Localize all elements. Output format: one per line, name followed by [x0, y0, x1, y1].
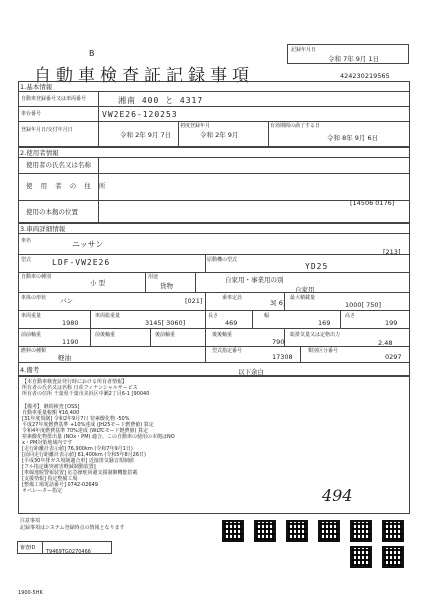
caution-text: 記録事項はシステム登録時点の情報となります: [20, 525, 125, 531]
length-value: 469: [225, 319, 238, 327]
type-approval-value: 17308: [272, 353, 293, 361]
purpose-value: 自家用: [295, 286, 315, 294]
inspection-id-label: 審査ID: [20, 545, 36, 551]
body-code: [021]: [185, 297, 203, 305]
model-label: 型式: [21, 257, 32, 263]
front-axle-value: 1190: [62, 338, 79, 346]
maker-value: ニッサン: [72, 240, 104, 249]
first-reg-label: 登録年月日/交付年月日: [21, 127, 73, 133]
qr-code-icon: [350, 520, 372, 542]
note-line: 【備考】 継続検査 [OSS]: [22, 404, 80, 410]
user-code: [14506 0176]: [350, 199, 395, 207]
use-value: 貨物: [160, 282, 173, 290]
record-date-label: 記録年月日: [291, 47, 317, 53]
kind-label: 自動車の種別: [21, 274, 52, 280]
form-code: 1900-5HK: [18, 590, 43, 596]
weight-label: 車両重量: [21, 313, 42, 319]
gross-weight-label: 車両総重量: [95, 313, 121, 319]
doc-number: 424230219565: [340, 72, 390, 80]
width-label: 幅: [264, 313, 270, 319]
qr-code-icon: [382, 546, 404, 568]
length-label: 長さ: [208, 313, 219, 319]
note-line: [支援情報] 指定整備工場: [22, 476, 78, 482]
width-value: 169: [318, 319, 331, 327]
reg-value: 湘南 400 と 4317: [118, 96, 204, 105]
note-line: 【本自動車検査証発行時における所有者情報】: [22, 379, 128, 385]
section3-heading: 3.車両詳細情報: [20, 225, 66, 233]
record-date-box: [287, 44, 409, 64]
use-label: 用途: [148, 274, 159, 280]
body-value: バン: [60, 297, 73, 305]
note-line: [平成30年排ガス規制適合車] 近接排気騒音規制値: [22, 458, 134, 464]
class-value: 0297: [385, 353, 402, 361]
capacity-label: 乗車定員: [222, 295, 243, 301]
max-load-value: 1000[ 750]: [345, 301, 382, 309]
user-address-label: 使 用 者 の 住 所: [26, 182, 109, 190]
engine-label: 原動機の型式: [207, 257, 238, 263]
maker-code: [213]: [383, 248, 401, 256]
reg-label: 自動車登録番号又は車両番号: [21, 96, 87, 102]
page-title: 自動車検査証記録事項: [34, 66, 254, 86]
qr-code-icon: [286, 520, 308, 542]
rear-front-axle-label: 後前軸重: [155, 332, 176, 338]
qr-code-icon: [222, 520, 244, 542]
fuel-value: 軽油: [58, 354, 71, 362]
note-line: 所有者の住所 千葉県千葉市美浜区中瀬2丁目6-1 [90040: [22, 391, 150, 397]
note-line: [走行距離計表示値] 76,900km (令和7年9月1日): [22, 446, 133, 452]
height-label: 高さ: [345, 313, 356, 319]
note-line: 自動車重量税額 ¥16,400: [22, 410, 80, 416]
note-line: [整備工場電話番号] 0742-02649: [22, 482, 98, 488]
note-line: 平成27年度燃費基準 +10%達成 (JH25モード燃費値) 算定: [22, 422, 154, 428]
height-value: 199: [385, 319, 398, 327]
note-line: [フル指定衝突被害軽減制動装置]: [22, 464, 96, 470]
section4-heading: 4.備考: [20, 366, 40, 374]
rear-rear-axle-value: 790: [272, 338, 285, 346]
note-line: 所有者の氏名又は名称 日産フィナンシャルサービス: [22, 385, 138, 391]
rear-rear-axle-label: 後後軸重: [212, 332, 233, 338]
caution-label: 注意事項: [20, 518, 41, 524]
section1-heading: 1.基本情報: [20, 83, 53, 91]
purpose-label: 自家用・事業用の別: [225, 276, 284, 284]
note-line: [車線逸脱警報装置] 応急操舵回避支援制御機能搭載: [22, 470, 138, 476]
model-value: LDF-VW2E26: [52, 258, 111, 267]
displacement-label: 総排気量又は定格出力: [290, 332, 341, 338]
body-label: 車体の形状: [21, 295, 47, 301]
record-date-value: 令和 7年 9月 1日: [328, 55, 380, 63]
first-year-value: 令和 2年 9月: [200, 131, 239, 139]
note-line: [31年度規制] 令和2年9月7日 窒素酸化物 -50%: [22, 416, 130, 422]
notes-list: [22, 379, 175, 494]
engine-value: YD25: [305, 262, 329, 271]
base-location-label: 使用の本拠の位置: [26, 208, 78, 216]
front-axle-label: 前前軸重: [21, 332, 42, 338]
vin-value: VW2E26-120253: [102, 110, 178, 119]
inspection-id-box: [17, 541, 112, 554]
front-rear-axle-label: 前後軸重: [95, 332, 116, 338]
blank-below-stamp: 以下余白: [238, 368, 264, 376]
max-load-label: 最大積載量: [290, 295, 316, 301]
capacity-value: 3[ 6]: [270, 299, 286, 307]
weight-value: 1980: [62, 319, 79, 327]
type-approval-label: 型式指定番号: [212, 348, 243, 354]
note-line: オペレーター指定: [22, 488, 63, 494]
note-line: 窒素酸化物排出量 (NOx・PM) 適合、この自動車の使用の本拠はNO: [22, 434, 175, 440]
qr-code-icon: [318, 520, 340, 542]
class-label: 類別区分番号: [308, 348, 339, 354]
expiry-value: 令和 8年 9月 6日: [327, 134, 379, 142]
first-year-label: 初度登録年月: [180, 123, 211, 129]
user-name-label: 使用者の氏名又は名称: [26, 161, 91, 169]
handwritten-number: 494: [322, 486, 353, 505]
qr-code-icon: [350, 546, 372, 568]
note-line: [前回走行距離計表示値] 61,400km (令和5年8月26日): [22, 452, 146, 458]
vin-label: 車台番号: [21, 111, 42, 117]
note-line: 令和4年度燃費基準 70%達成 (WLTCモード燃費値) 算定: [22, 428, 149, 434]
note-line: x・PM対策地域内です: [22, 440, 73, 446]
inspection-id-value: T9469TG0270466: [46, 549, 91, 555]
section2-heading: 2.使用者情報: [20, 149, 59, 157]
gross-weight-value: 3145[ 3060]: [145, 319, 186, 327]
header-mark: B: [89, 49, 95, 58]
first-reg-value: 令和 2年 9月 7日: [120, 131, 172, 139]
qr-code-icon: [382, 520, 404, 542]
displacement-value: 2.48: [378, 339, 393, 347]
kind-value: 小 型: [90, 279, 106, 287]
expiry-label: 有効期間の満了する日: [270, 123, 321, 129]
fuel-label: 燃料の種類: [21, 348, 47, 354]
maker-label: 車名: [21, 238, 32, 244]
qr-code-icon: [254, 520, 276, 542]
